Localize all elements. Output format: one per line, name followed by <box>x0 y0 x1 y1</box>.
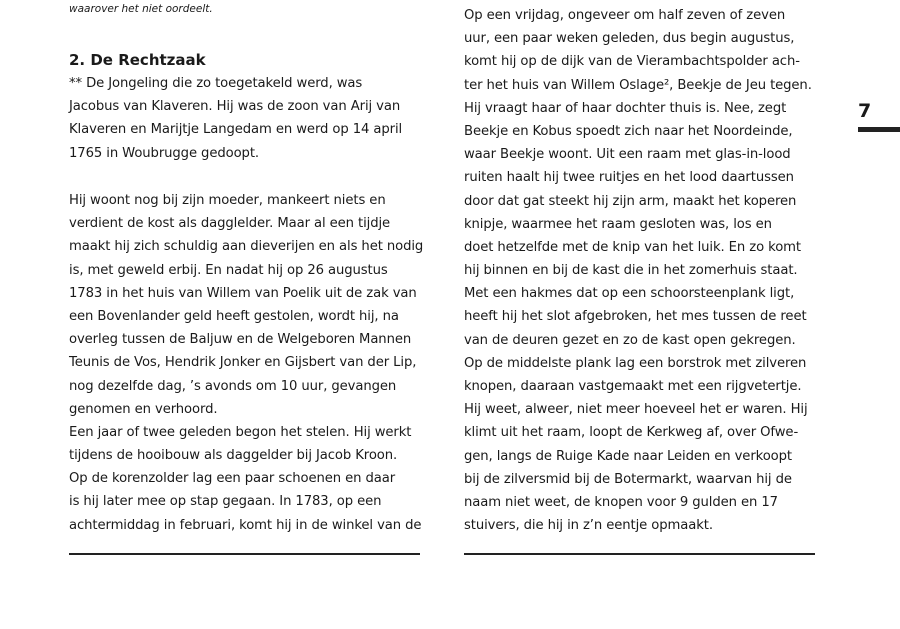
text-line: Op de middelste plank lag een borstrok met zilveren <box>464 355 807 371</box>
text-line: van de deuren gezet en zo de kast open gekregen. <box>464 332 796 348</box>
text-line: 1765 in Woubrugge gedoopt. <box>69 145 259 161</box>
text-line: Beekje en Kobus spoedt zich naar het Noordeinde, <box>464 123 793 139</box>
text-line: hij binnen en bij de kast die in het zomerhuis staat. <box>464 263 798 279</box>
text-line: Klaveren en Marijtje Langedam en werd op 14 april <box>69 122 403 138</box>
text-line: bij de zilversmid bij de Botermarkt, waarvan hij de <box>464 471 792 487</box>
text-line: Op een vrijdag, ongeveer om half zeven of zeven <box>464 8 786 23</box>
text-line: gen, langs de Ruige Kade naar Leiden en verkoopt <box>464 448 792 464</box>
top-text-fragment: waarover het niet oordeelt. <box>69 3 213 15</box>
left-column-rule <box>69 553 420 555</box>
text-line: uur, een paar weken geleden, dus begin augustus, <box>464 31 795 47</box>
text-line: nog dezelfde dag, ’s avonds om 10 uur, gevangen <box>69 378 397 394</box>
page-number: 7 <box>858 100 872 122</box>
text-line: Hij woont nog bij zijn moeder, mankeert niets en <box>69 193 386 208</box>
text-line: knipje, waarmee het raam gesloten was, los en <box>464 216 772 232</box>
text-line: genomen en verhoord. <box>69 401 218 417</box>
text-line: knopen, daaraan vastgemaakt met een rijgvetertje. <box>464 379 802 394</box>
text-line: naam niet weet, de knopen voor 9 gulden en 17 <box>464 494 778 510</box>
left-paragraph-intro <box>69 72 431 165</box>
text-line: Met een hakmes dat op een schoorsteenplank ligt, <box>464 286 795 302</box>
text-line: waar Beekje woont. Uit een raam met glas-in-lood <box>464 147 791 163</box>
text-line: ter het huis van Willem Oslage², Beekje de Jeu tegen. <box>464 77 812 93</box>
text-line: ruiten haalt hij twee ruitjes en het lood daartussen <box>464 170 794 186</box>
text-line: doet hetzelfde met de knip van het luik. En zo komt <box>464 239 801 255</box>
text-line: 1783 in het huis van Willem van Poelik uit de zak van <box>69 285 417 301</box>
text-line: Hij vraagt haar of haar dochter thuis is. Nee, zegt <box>464 100 787 116</box>
text-line: verdient de kost als dagglelder. Maar al een tijdje <box>69 216 391 232</box>
text-line: is hij later mee op stap gegaan. In 1783, op een <box>69 494 382 510</box>
text-line: stuivers, die hij in z’n eentje opmaakt. <box>464 518 713 534</box>
section-heading: 2. De Rechtzaak <box>69 51 206 69</box>
text-line: achtermiddag in februari, komt hij in de winkel van de <box>69 517 422 533</box>
text-line: door dat gat steekt hij zijn arm, maakt het koperen <box>464 193 797 209</box>
text-line: maakt hij zich schuldig aan dieverijen en als het nodig <box>69 239 424 255</box>
text-line: heeft hij het slot afgebroken, het mes tussen de reet <box>464 309 807 325</box>
text-line: klimt uit het raam, loopt de Kerkweg af, over Ofwe- <box>464 425 799 441</box>
page-number-marker <box>858 127 900 132</box>
text-line: een Bovenlander geld heeft gestolen, wordt hij, na <box>69 308 399 324</box>
text-line: Teunis de Vos, Hendrik Jonker en Gijsbert van der Lip, <box>69 355 417 371</box>
right-paragraph <box>464 4 826 537</box>
text-line: tijdens de hooibouw als daggelder bij Jacob Kroon. <box>69 448 398 464</box>
text-line: Hij weet, alweer, niet meer hoeveel het er waren. Hij <box>464 402 808 418</box>
text-line: ** De Jongeling die zo toegetakeld werd, was <box>69 76 363 91</box>
text-line: Een jaar of twee geleden begon het stelen. Hij werkt <box>69 424 412 440</box>
text-line: Op de korenzolder lag een paar schoenen en daar <box>69 471 396 487</box>
right-column-rule <box>464 553 815 555</box>
text-line: overleg tussen de Baljuw en de Welgeboren Mannen <box>69 332 412 348</box>
left-paragraph-main <box>69 189 431 537</box>
text-line: is, met geweld erbij. En nadat hij op 26 augustus <box>69 262 388 278</box>
text-line: komt hij op de dijk van de Vierambachtspolder ach- <box>464 54 800 70</box>
text-line: Jacobus van Klaveren. Hij was de zoon van Arij van <box>69 99 401 115</box>
